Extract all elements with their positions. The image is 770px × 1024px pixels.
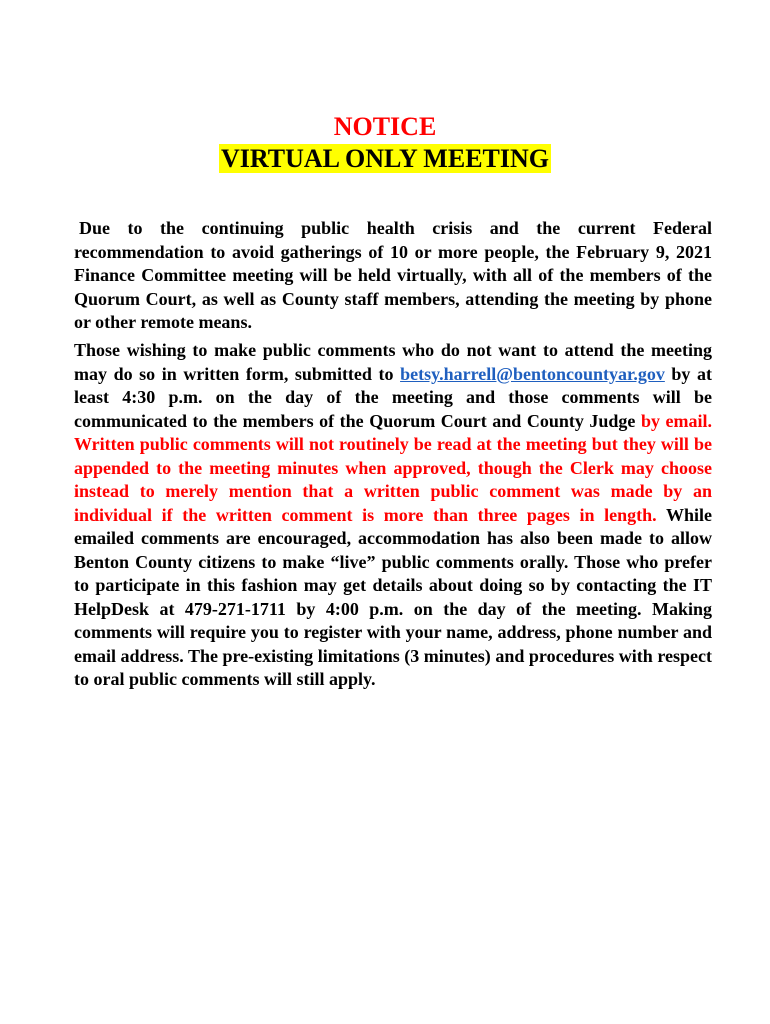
notice-heading: NOTICE	[333, 112, 437, 141]
oral-comments-text: While emailed comments are encouraged, accommodation has also been made to allow Benton County citizens to make “live” public comments orally. Those who prefer to participate in this fashion may get details about doing so by contacting the IT HelpDesk at 479-271-1711 by 4:00 p.m. on the day of the meeting. Making comments will require you to register with your name, address, phone number and email address. The pre-existing limitations (3 minutes) and procedures with respect to oral public comments will still apply.	[74, 504, 712, 689]
comments-deadline-text: by at least 4:30 p.m. on the day of the meeting and those comments will be communicated to the members of the Quorum Court and County Judge	[74, 363, 712, 431]
virtual-meeting-heading	[0, 143, 770, 175]
paragraph-intro: Due to the continuing public health crisis and the current Federal recommendation to avoid gatherings of 10 or more people, the February 9, 2021 Finance Committee meeting will be held virtually, with all of the members of the Quorum Court, as well as County staff members, attending the meeting by phone or other remote means.	[74, 218, 712, 332]
email-link[interactable]: betsy.harrell@bentoncountyar.gov	[400, 363, 665, 384]
written-comments-policy-text: by email. Written public comments will not routinely be read at the meeting but they will be appended to the meeting minutes when approved, though the Clerk may choose instead to merely mention that a written public comment was made by an individual if the written comment is more than three pages in length.	[74, 410, 712, 525]
paragraph-comments	[74, 339, 712, 692]
virtual-meeting-highlight: VIRTUAL ONLY MEETING	[220, 144, 549, 173]
comments-intro-text: Those wishing to make public comments who do not want to attend the meeting may do so in written form, submitted to	[74, 340, 712, 384]
